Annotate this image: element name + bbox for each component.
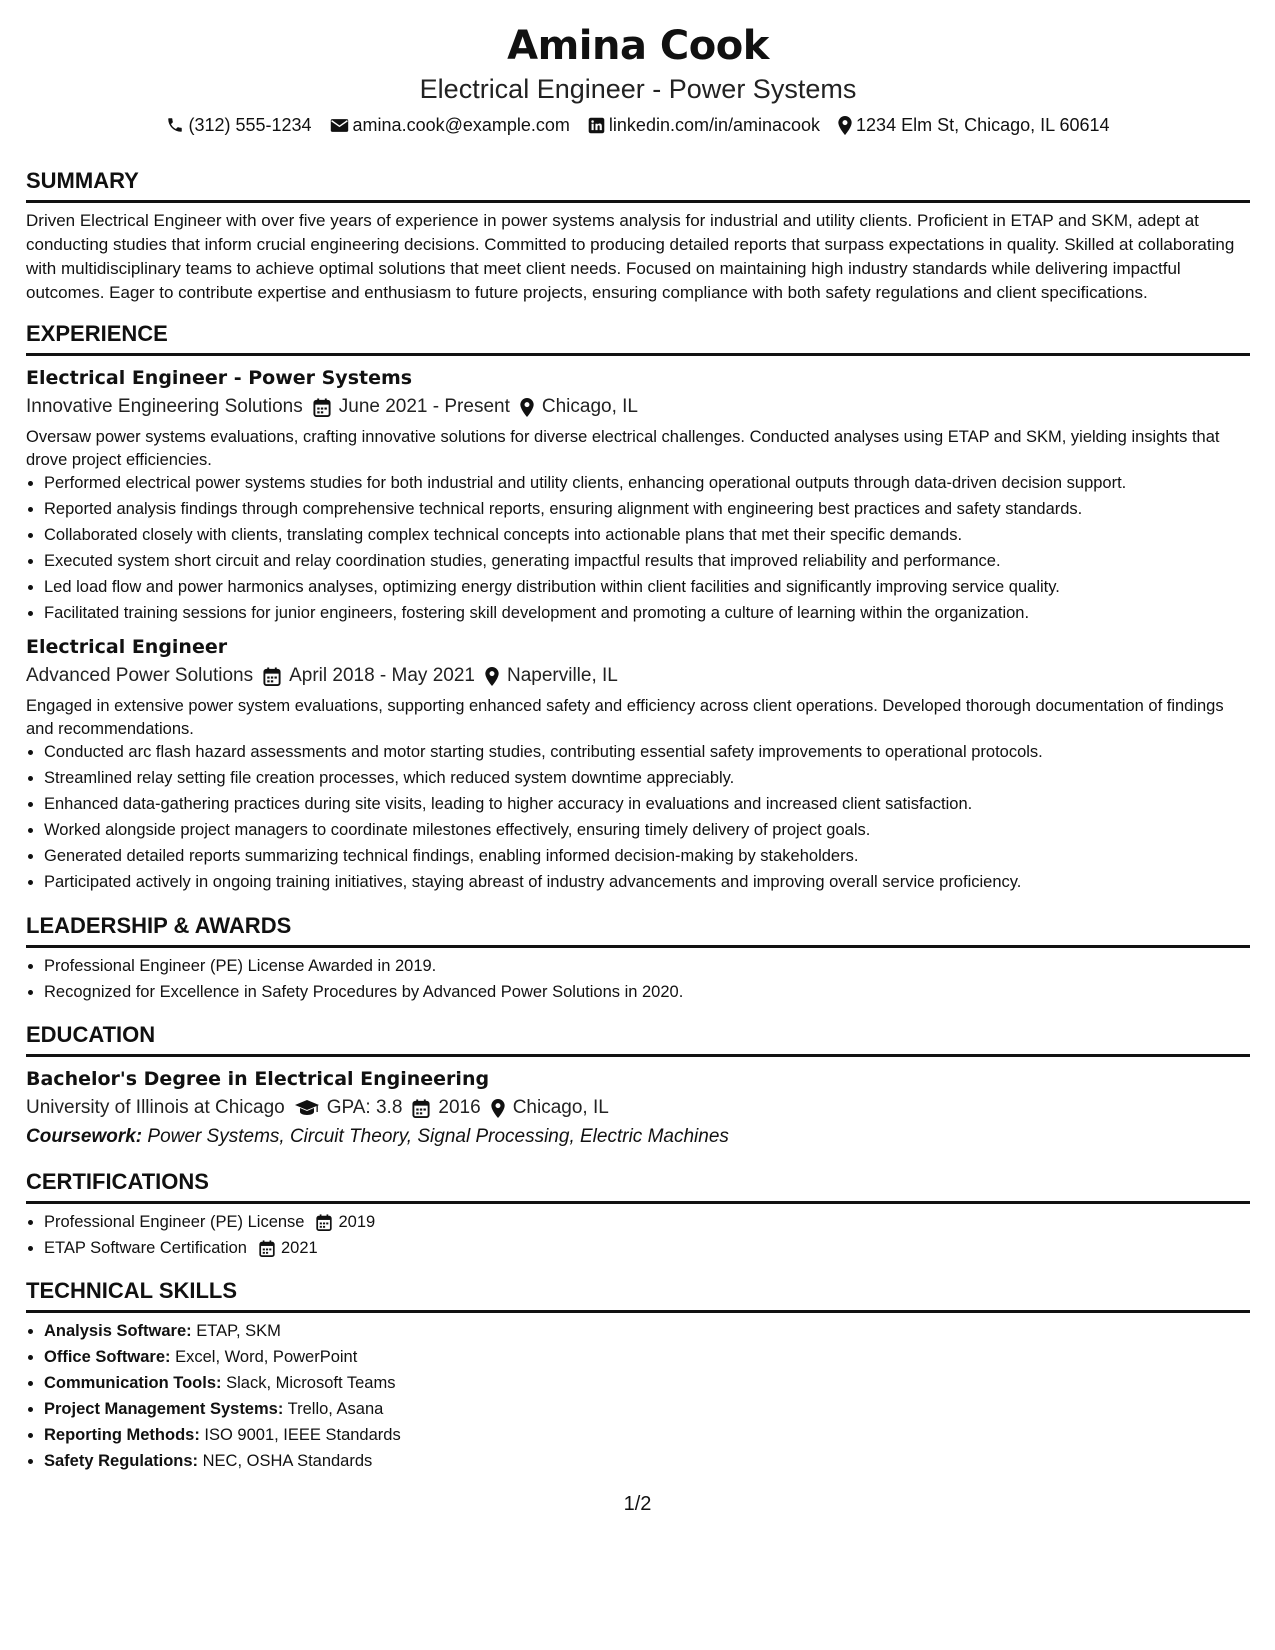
contact-row [26,112,1250,138]
job-description: Engaged in extensive power system evaluations, supporting enhanced safety and efficiency across client operations. Developed thorough documentation of findings and recommendations. [26,697,1224,738]
calendar-icon [412,1099,430,1118]
award-list [26,954,1250,1005]
calendar-icon [263,667,281,686]
linkedin-text: linkedin.com/in/aminacook [608,115,821,135]
coursework [26,1123,1250,1151]
list-item [44,1397,1250,1422]
leadership-section [26,897,1250,1005]
section-title: CERTIFICATIONS [26,1153,1250,1204]
calendar-icon [313,398,331,417]
education-meta [26,1093,1250,1123]
resume-header [26,20,1250,138]
location-text: Naperville, IL [506,665,618,686]
education-section [26,1006,1250,1151]
summary-section [26,152,1250,305]
section-title: TECHNICAL SKILLS [26,1262,1250,1313]
certification-year: 2021 [280,1239,318,1257]
skill-label: Analysis Software: [44,1322,192,1340]
list-item [44,1423,1250,1448]
job-location [520,392,638,422]
list-item: • Executed system short circuit and relay coordination studies, generating impactful results that improved reliability and performance. [44,550,1250,573]
job-dates [263,661,475,691]
company-name: Advanced Power Solutions [26,665,254,686]
phone-icon [166,116,184,134]
location-text: Chicago, IL [512,1097,609,1118]
address-text: 1234 Elm St, Chicago, IL 60614 [856,115,1110,135]
job-entry [26,633,1250,894]
summary-text: Driven Electrical Engineer with over five years of experience in power systems analysis for industrial and utility clients. Proficient in ETAP and SKM, adept at conducting studies that inform crucial engineering decisions. Committed to producing detailed reports that surpass expectations in quality. Skilled at collaborating with multidisciplinary teams to achieve optimal solutions that meet client needs. Focused on maintaining high industry standards while delivering impactful outcomes. Eager to contribute expertise and enthusiasm to future projects, ensuring compliance with both safety regulations and client specifications. [26,211,1235,302]
skill-value: ISO 9001, IEEE Standards [204,1426,401,1444]
linkedin-icon [588,117,605,134]
certification-name: • Professional Engineer (PE) License [44,1213,305,1231]
section-title: EDUCATION [26,1006,1250,1057]
gpa-text: GPA: 3.8 [326,1097,403,1118]
skill-value: ETAP, SKM [196,1322,281,1340]
skill-value: Slack, Microsoft Teams [226,1374,396,1392]
list-item [44,1319,1250,1344]
candidate-name: Amina Cook [507,23,769,69]
job-dates [313,392,510,422]
job-title: Electrical Engineer - Power Systems [26,367,413,389]
skill-label: Project Management Systems: [44,1400,284,1418]
education-location [491,1093,609,1123]
list-item: • Facilitated training sessions for junior engineers, fostering skill development and promoting a culture of learning within the organization. [44,602,1250,625]
location-text: Chicago, IL [541,396,638,417]
list-item: • Participated actively in ongoing training initiatives, staying abreast of industry advancements and improving overall service proficiency. [44,871,1250,894]
skills-section [26,1262,1250,1474]
contact-address [838,112,1110,138]
certifications-section [26,1153,1250,1261]
phone-text: (312) 555-1234 [188,115,312,135]
job-entry [26,364,1250,625]
skill-label: Communication Tools: [44,1374,222,1392]
experience-section [26,305,1250,894]
page-number: 1/2 [623,1493,652,1515]
map-pin-icon [520,398,534,417]
resume-page [26,20,1250,1475]
candidate-headline: Electrical Engineer - Power Systems [419,74,857,104]
coursework-list: Power Systems, Circuit Theory, Signal Processing, Electric Machines [147,1126,729,1147]
email-text: amina.cook@example.com [352,115,570,135]
company-name: Innovative Engineering Solutions [26,396,303,417]
map-pin-icon [485,667,499,686]
date-range: April 2018 - May 2021 [289,665,475,686]
job-bullets [26,741,1250,894]
school-name: University of Illinois at Chicago [26,1097,285,1118]
education-entry [26,1065,1250,1151]
list-item: • Recognized for Excellence in Safety Procedures by Advanced Power Solutions in 2020. [44,980,1250,1005]
contact-phone[interactable] [166,112,311,138]
skill-label: Safety Regulations: [44,1452,199,1470]
list-item: • Led load flow and power harmonics analyses, optimizing energy distribution within client facilities and significantly improving service quality. [44,576,1250,599]
section-title: LEADERSHIP & AWARDS [26,897,1250,948]
skill-value: Excel, Word, PowerPoint [175,1348,358,1366]
list-item: • Professional Engineer (PE) License Awarded in 2019. [44,954,1250,979]
contact-linkedin[interactable] [588,112,820,138]
list-item: • Generated detailed reports summarizing technical findings, enabling informed decision-making by stakeholders. [44,845,1250,868]
graduation-cap-icon [295,1100,319,1116]
envelope-icon [330,118,349,133]
calendar-icon [259,1240,275,1257]
list-item: • Conducted arc flash hazard assessments and motor starting studies, contributing essential safety improvements to operational protocols. [44,741,1250,764]
date-range: June 2021 - Present [338,396,510,417]
certification-list [26,1210,1250,1261]
skills-list [26,1319,1250,1474]
list-item: • Collaborated closely with clients, translating complex technical concepts into actionable plans that met their specific demands. [44,524,1250,547]
job-bullets [26,472,1250,625]
skill-label: Office Software: [44,1348,171,1366]
list-item: • Performed electrical power systems studies for both industrial and utility clients, enhancing operational outputs through data-driven decision support. [44,472,1250,495]
list-item: • Worked alongside project managers to coordinate milestones effectively, ensuring timely delivery of project goals. [44,819,1250,842]
job-meta [26,661,1250,691]
education-gpa [295,1093,403,1123]
skill-value: NEC, OSHA Standards [202,1452,373,1470]
list-item: • Streamlined relay setting file creation processes, which reduced system downtime appreciably. [44,767,1250,790]
coursework-label: Coursework: [26,1126,143,1147]
year-text: 2016 [438,1097,481,1118]
list-item: • Reported analysis findings through comprehensive technical reports, ensuring alignment with engineering best practices and safety standards. [44,498,1250,521]
map-pin-icon [491,1099,505,1118]
education-year [412,1093,480,1123]
section-title: SUMMARY [26,152,1250,203]
degree-title: Bachelor's Degree in Electrical Engineering [26,1068,490,1090]
list-item [44,1236,1250,1261]
certification-year: 2019 [338,1213,376,1231]
job-title: Electrical Engineer [26,636,228,658]
list-item: • Enhanced data-gathering practices during site visits, leading to higher accuracy in evaluations and increased client satisfaction. [44,793,1250,816]
list-item [44,1371,1250,1396]
list-item [44,1449,1250,1474]
skill-label: Reporting Methods: [44,1426,200,1444]
job-description: Oversaw power systems evaluations, crafting innovative solutions for diverse electrical challenges. Conducted analyses using ETAP and SKM, yielding insights that drove project efficiencies. [26,428,1220,469]
certification-name: • ETAP Software Certification [44,1239,247,1257]
map-pin-icon [838,116,852,135]
skill-value: Trello, Asana [287,1400,384,1418]
job-location [485,661,618,691]
job-meta [26,392,1250,422]
contact-email[interactable] [330,112,570,138]
list-item [44,1345,1250,1370]
calendar-icon [316,1214,332,1231]
list-item [44,1210,1250,1235]
section-title: EXPERIENCE [26,305,1250,356]
